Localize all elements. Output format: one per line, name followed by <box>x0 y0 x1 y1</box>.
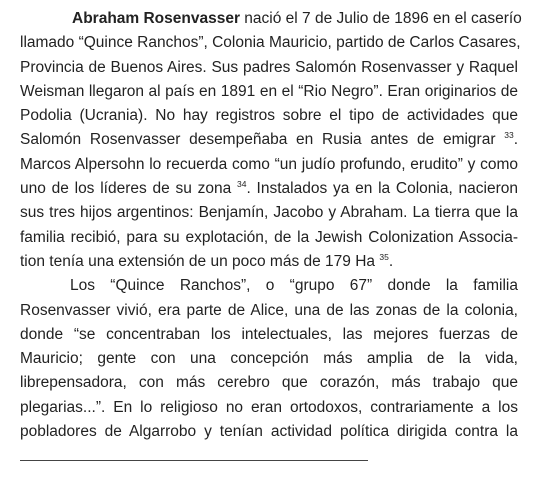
text-span: nació el 7 de Julio de 1896 en el caserío <box>240 10 522 27</box>
text-span: uno de los líderes de su zona <box>20 180 237 198</box>
text-line: plegarias...”. En lo religioso no eran ortodoxos, contrariamente a los <box>20 398 518 416</box>
author-name: Abraham Rosenvasser <box>72 10 240 27</box>
text-span: . <box>388 252 394 270</box>
text-line <box>20 128 518 152</box>
text-line: Los “Quince Ranchos”, o “grupo 67” donde la familia <box>70 277 518 295</box>
text-line: Rosenvasser vivió, era parte de Alice, una de las zonas de la colonia, <box>20 301 518 319</box>
text-line: Weisman llegaron al país en 1891 en el “Rio Negro”. Eran originarios de <box>20 82 518 100</box>
text-line: Marcos Alpersohn lo recuerda como “un judío profundo, erudito” y como <box>20 155 518 173</box>
text-span: . <box>513 131 518 149</box>
text-line: pobladores de Algarrobo y tenían actividad política dirigida contra la <box>20 423 518 441</box>
text-line: Mauricio; gente con una concepción más amplia de la vida, <box>20 350 518 368</box>
text-line <box>20 177 518 201</box>
text-line: llamado “Quince Ranchos”, Colonia Mauricio, partido de Carlos Casares, <box>20 34 521 52</box>
text-span: tion tenía una extensión de un poco más de 179 Ha <box>20 252 380 270</box>
text-line: familia recibió, para su explotación, de la Jewish Colonization Associa- <box>20 228 518 246</box>
text-line: librepensadora, con más cerebro que corazón, más trabajo que <box>20 374 518 392</box>
text-span: . Instalados ya en la Colonia, nacieron <box>246 180 518 198</box>
text-line: sus tres hijos argentinos: Benjamín, Jacobo y Abraham. La tierra que la <box>20 204 518 222</box>
text-line <box>20 250 518 274</box>
paragraph-2 <box>20 274 518 444</box>
footnote-ref: 34 <box>237 179 247 190</box>
text-line <box>20 7 522 31</box>
footnote-ref: 33 <box>504 130 514 141</box>
footnote-ref: 35 <box>379 251 389 262</box>
document-body <box>20 7 522 444</box>
text-span: Salomón Rosenvasser desempeñaba en Rusia antes de emigrar <box>20 131 505 149</box>
text-line: donde “se concentraban los intelectuales, las mejores fuerzas de <box>20 325 518 343</box>
paragraph-1 <box>20 7 522 274</box>
footnote-divider <box>20 460 368 461</box>
text-line: Provincia de Buenos Aires. Sus padres Salomón Rosenvasser y Raquel <box>20 58 518 76</box>
text-line: Podolia (Ucrania). No hay registros sobre el tipo de actividades que <box>20 107 518 125</box>
